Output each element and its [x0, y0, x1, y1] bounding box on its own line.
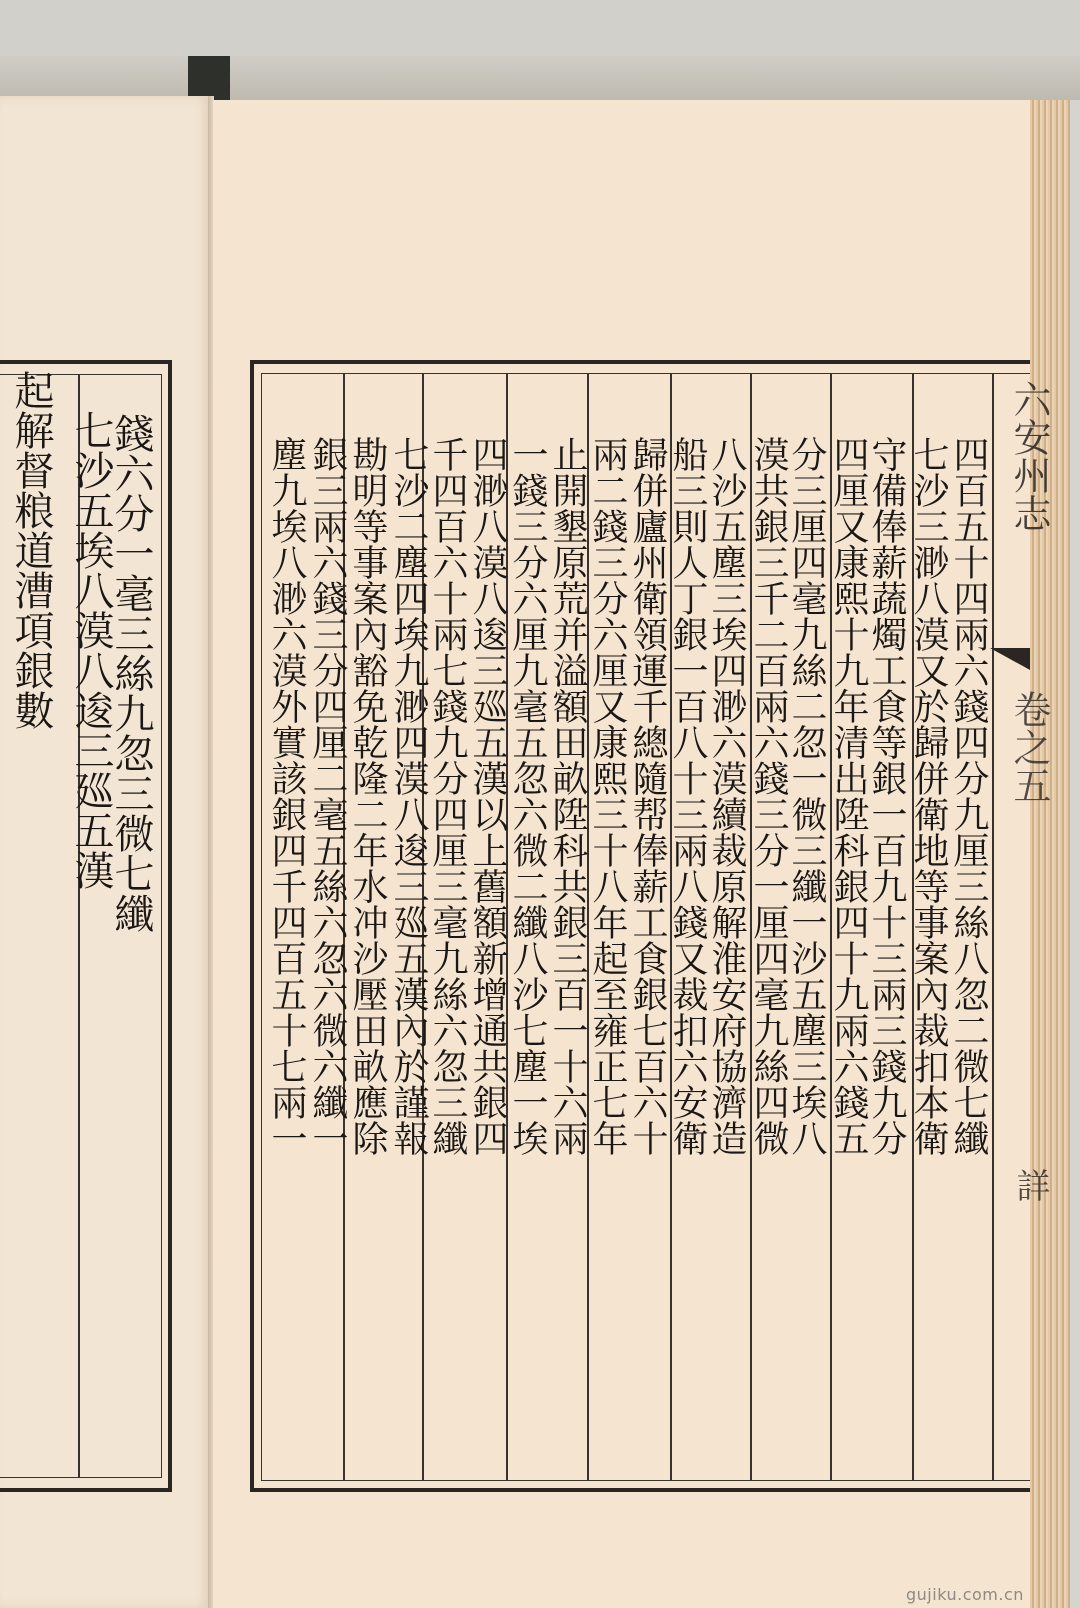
text-column-4: 四厘又康熙十九年清出陞科銀四十九兩六錢五 [828, 436, 869, 1156]
page-edges [1030, 100, 1070, 1608]
text-column-16: 勘明等事案內豁免乾隆二年水冲沙壓田畝應除 [347, 436, 388, 1156]
text-column-15: 七沙二塵四埃九渺四漠八逡三廵五漢內於謹報 [388, 436, 429, 1156]
text-column-12: 一錢三分六厘九毫五忽六微二纖八沙七塵一埃 [507, 436, 548, 1156]
text-column-3: 守備俸薪蔬燭工食等銀一百九十三兩三錢九分 [866, 436, 907, 1156]
text-column-5: 分三厘四毫九絲二忽一微三纖一沙五塵三埃八 [786, 436, 827, 1156]
text-column-6: 漠共銀三千二百兩六錢三分一厘四毫九絲四微 [748, 436, 789, 1156]
left-text-column-2: 七沙五埃八漠八逡三廵五漢 [68, 410, 114, 890]
text-column-11: 止開墾原荒并溢額田畝陞科共銀三百一十六兩 [547, 436, 588, 1156]
binding-clip [188, 56, 230, 100]
margin-page-mark: 詳 [1010, 1168, 1050, 1202]
fish-tail-mark [990, 648, 1030, 670]
text-column-1: 四百五十四兩六錢四分九厘三絲八忽二微七纖 [948, 436, 989, 1156]
text-column-14: 千四百六十兩七錢九分四厘三毫九絲六忽三纖 [427, 436, 468, 1156]
text-column-7: 八沙五塵三埃四渺六漠續裁原解淮安府協濟造 [706, 436, 747, 1156]
text-column-9: 歸併廬州衛領運千總隨帮俸薪工食銀七百六十 [627, 436, 668, 1156]
text-column-13: 四渺八漠八逡三廵五漢以上舊額新增通共銀四 [467, 436, 508, 1156]
margin-book-title: 六安州志 [1007, 380, 1051, 532]
text-column-8: 船三則人丁銀一百八十三兩八錢又裁扣六安衛 [667, 436, 708, 1156]
text-column-2: 七沙三渺八漠又於歸併衛地等事案內裁扣本衛 [908, 436, 949, 1156]
text-column-18: 塵九埃八渺六漠外實該銀四千四百五十七兩一 [266, 436, 307, 1156]
left-text-column-1: 錢六分一毫三絲九忽三微七纖 [108, 413, 154, 933]
text-column-17: 銀三兩六錢三分四厘二毫五絲六忽六微六纖一 [307, 436, 348, 1156]
left-text-column-3: 起解督粮道漕項銀數 [8, 370, 54, 730]
margin-volume-label: 卷之五 [1007, 690, 1051, 804]
top-background-strip [0, 0, 1080, 56]
text-column-10: 兩二錢三分六厘又康熙三十八年起至雍正七年 [587, 436, 628, 1156]
spine-shadow [0, 56, 1080, 100]
site-watermark: gujiku.com.cn [906, 1585, 1024, 1604]
